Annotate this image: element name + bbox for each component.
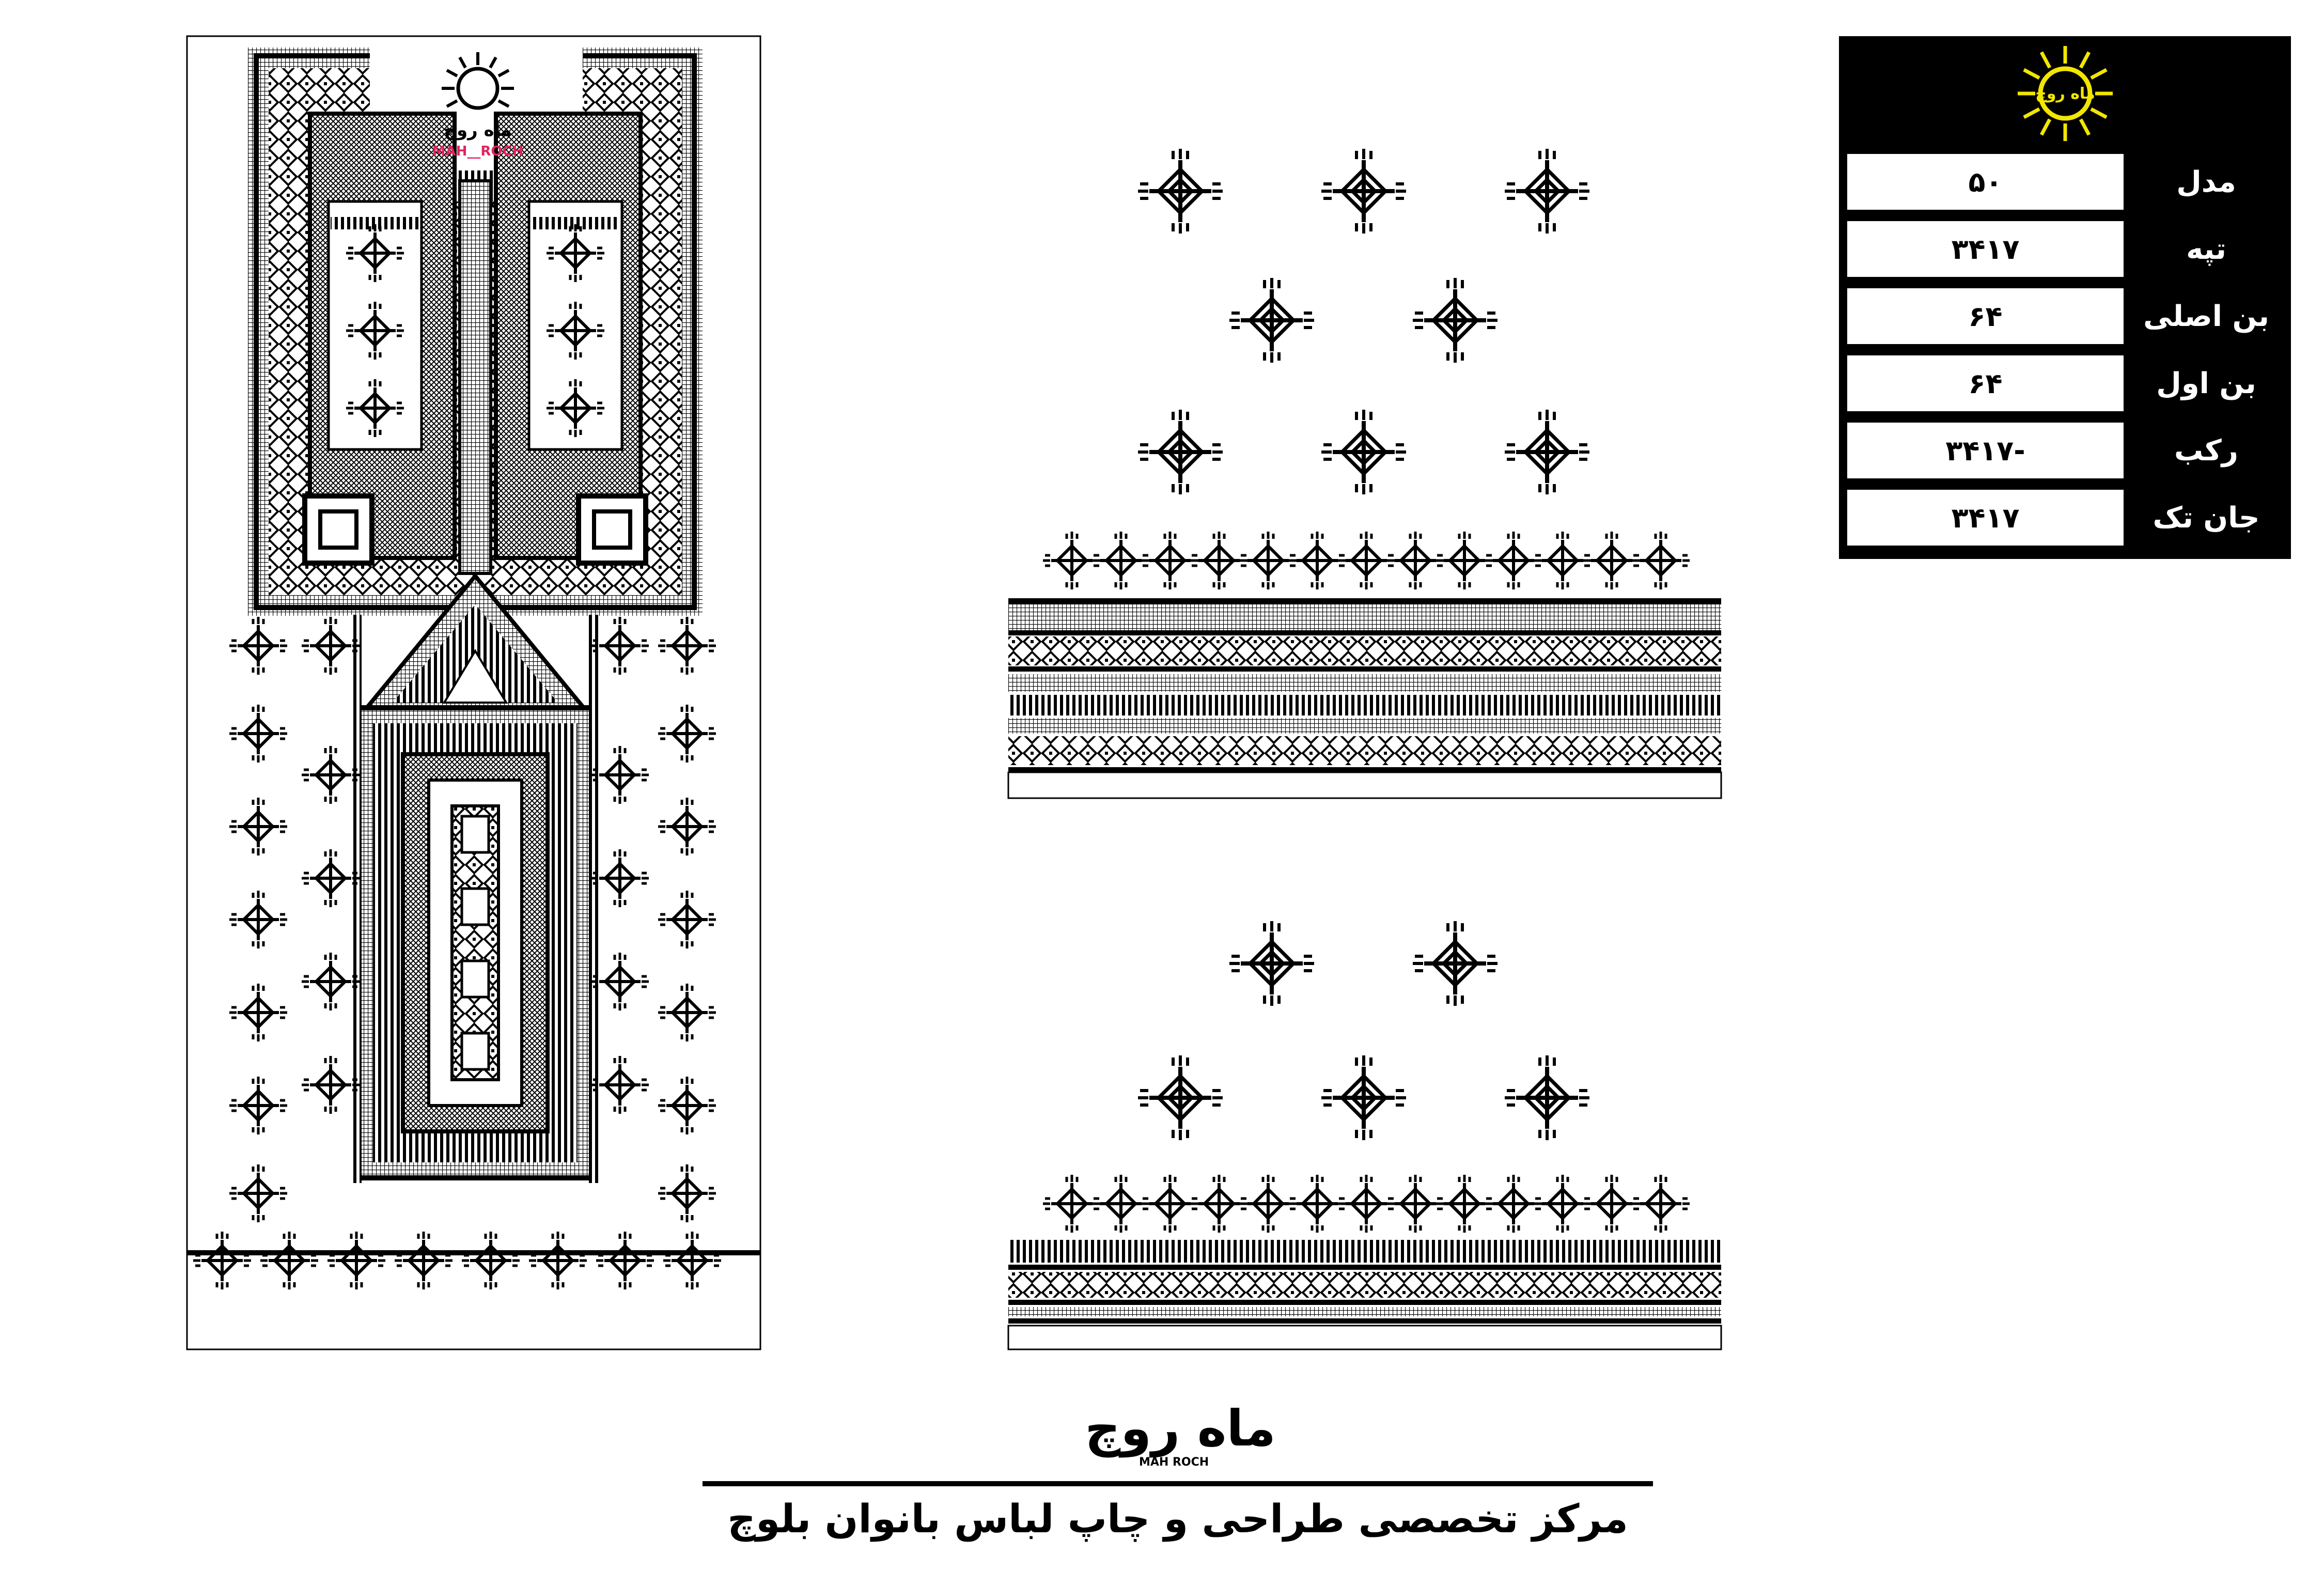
spec-label: جان تک [2153, 501, 2260, 535]
spec-label: رکب [2174, 433, 2239, 468]
spec-row [1844, 419, 2286, 481]
sleeve-pattern-top [1008, 149, 1721, 798]
spec-row [1844, 151, 2286, 213]
footer-brand-name: ماه روچ [1085, 1399, 1276, 1457]
footer-divider [703, 1481, 1653, 1486]
collar-brand-label [377, 50, 579, 174]
spec-label: بن اول [2156, 366, 2256, 400]
footer-brand-latin: MAH ROCH [1139, 1456, 1209, 1469]
spec-logo-text: ماه روچ [2035, 85, 2095, 103]
footer-tagline: مرکز تخصصی طراحی و چاپ لباس بانوان بلوچ [727, 1496, 1628, 1542]
spec-row [1844, 218, 2286, 280]
front-panel-pattern [187, 36, 760, 1349]
spec-value: ۳۴۱۷ [1844, 218, 2127, 280]
spec-row [1844, 352, 2286, 414]
spec-value: ۶۴ [1844, 352, 2127, 414]
spec-value: ۳۴۱۷ [1844, 487, 2127, 549]
spec-value: -۳۴۱۷ [1844, 419, 2127, 481]
footer-brand-logo [1072, 1400, 1289, 1477]
spec-value: ۵۰ [1844, 151, 2127, 213]
spec-row [1844, 487, 2286, 549]
spec-label: تپه [2186, 232, 2226, 266]
sun-logo-icon [2008, 44, 2122, 143]
spec-table-header [1839, 36, 2291, 151]
sleeve-pattern-bottom [1008, 921, 1721, 1349]
spec-label: بن اصلی [2143, 299, 2269, 333]
collar-instagram-handle: MAH__ROCH [432, 144, 524, 159]
sun-logo-icon [431, 50, 524, 127]
spec-value: ۶۴ [1844, 285, 2127, 347]
spec-table [1839, 36, 2291, 559]
collar-brand-name: ماه روچ [444, 120, 512, 141]
spec-row [1844, 285, 2286, 347]
spec-label: مدل [2176, 165, 2236, 199]
